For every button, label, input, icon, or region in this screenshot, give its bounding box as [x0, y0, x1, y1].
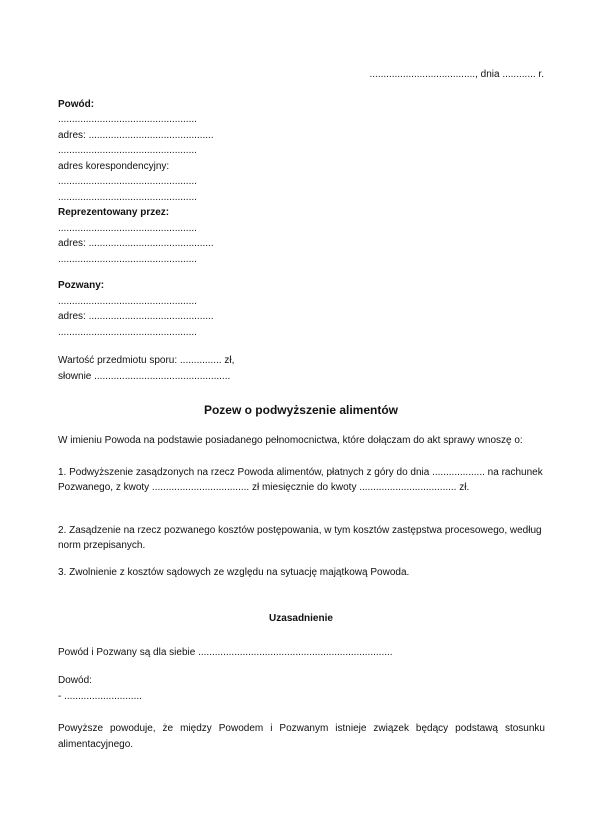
- representative-address-line: adres: .............................................: [58, 238, 214, 249]
- claim-3-line: 3. Zwolnienie z kosztów sądowych ze względu na sytuację majątkową Powoda.: [58, 566, 410, 578]
- dispute-value-in-words-line: słownie .................................................: [58, 370, 231, 382]
- claim-2-paragraph: [58, 523, 544, 554]
- claim-3-paragraph: [58, 565, 544, 581]
- dispute-value-line: Wartość przedmiotu sporu: ............... zł,: [58, 355, 235, 366]
- defendant-address-line: adres: .............................................: [58, 311, 214, 322]
- defendant-section: [58, 278, 544, 340]
- representative-section: [58, 205, 544, 267]
- closing-paragraph: [58, 721, 544, 752]
- claim-1-line: 1. Podwyższenie zasądzonych na rzecz Powoda alimentów, płatnych z góry do dnia ................... na rachunek: [58, 466, 543, 478]
- evidence-item: - ............................: [58, 690, 142, 702]
- plaintiff-fill-line: ..................................................: [58, 176, 197, 187]
- dispute-value-section: [58, 353, 544, 384]
- defendant-fill-line: ..................................................: [58, 295, 197, 307]
- justification-heading: Uzasadnienie: [269, 613, 333, 624]
- plaintiff-fill-line: ..................................................: [58, 145, 197, 156]
- relation-line: Powód i Pozwany są dla siebie ......................................................................: [58, 646, 393, 658]
- evidence-block: [58, 673, 544, 704]
- plaintiff-correspondence-label: adres korespondencyjny:: [58, 160, 170, 172]
- closing-line: Powyższe powoduje, że między Powodem i Pozwanym istnieje związek będący podstawą stosunku: [58, 723, 545, 734]
- intro-paragraph: W imieniu Powoda na podstawie posiadanego pełnomocnictwa, które dołączam do akt sprawy wnoszę o:: [58, 435, 523, 446]
- claim-1-paragraph: [58, 465, 544, 496]
- representative-fill-line: ..................................................: [58, 222, 197, 234]
- closing-line: alimentacyjnego.: [58, 738, 134, 750]
- representative-label: Reprezentowany przez:: [58, 207, 170, 218]
- plaintiff-fill-line: ..................................................: [58, 114, 197, 125]
- document-title: Pozew o podwyższenie alimentów: [203, 403, 399, 417]
- claim-2-line: norm przepisanych.: [58, 540, 146, 551]
- claim-1-line: Pozwanego, z kwoty ................................... zł miesięcznie do kwoty ................................... zł.: [58, 482, 470, 493]
- plaintiff-label: Powód:: [58, 98, 95, 110]
- plaintiff-section: [58, 97, 544, 206]
- date-line: ......................................, dnia ............ r.: [369, 69, 544, 80]
- claim-2-line: 2. Zasądzenie na rzecz pozwanego kosztów postępowania, w tym kosztów zastępstwa procesowego, według: [58, 524, 542, 536]
- plaintiff-fill-line: ..................................................: [58, 191, 197, 203]
- defendant-fill-line: ..................................................: [58, 326, 197, 338]
- plaintiff-address-line: adres: .............................................: [58, 129, 214, 141]
- representative-fill-line: ..................................................: [58, 253, 197, 265]
- defendant-label: Pozwany:: [58, 280, 105, 291]
- evidence-label: Dowód:: [58, 675, 92, 686]
